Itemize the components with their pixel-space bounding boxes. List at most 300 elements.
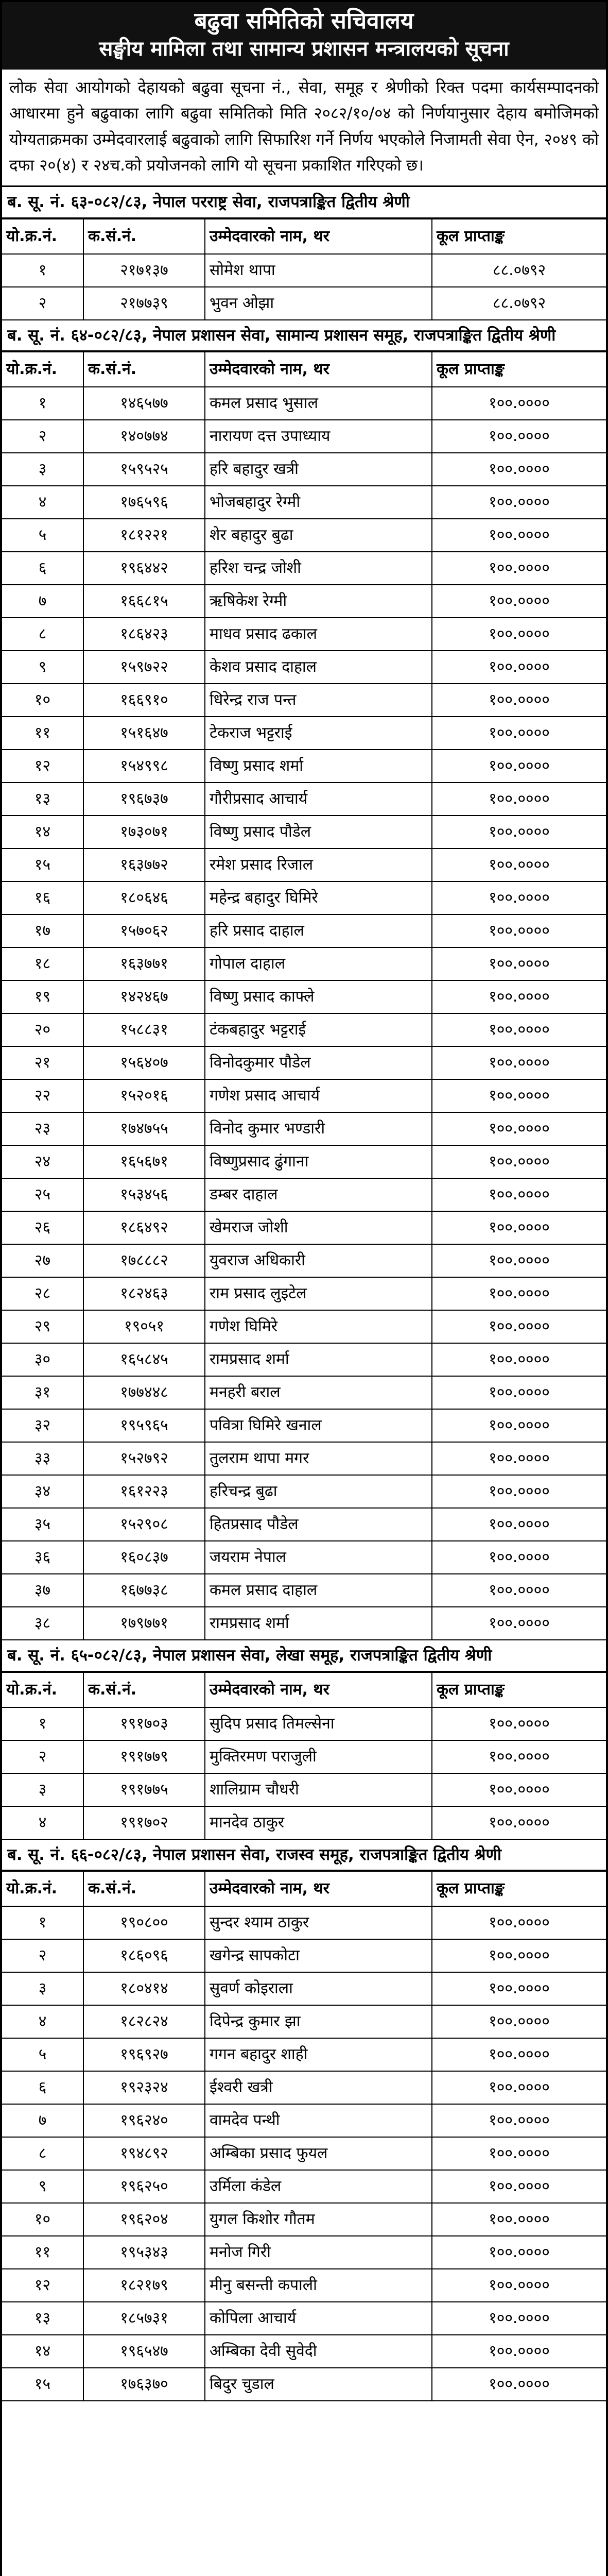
roll-number-cell: १७७४४८ xyxy=(83,1376,205,1409)
candidate-name-cell: दिपेन्द्र कुमार झा xyxy=(205,2005,432,2038)
candidate-name-cell: खगेन्द्र सापकोटा xyxy=(205,1939,432,1972)
total-score-cell: १००.०००० xyxy=(432,2236,606,2269)
roll-number-cell: १५८८३१ xyxy=(83,1013,205,1046)
candidate-name-cell: हरिश चन्द्र जोशी xyxy=(205,552,432,585)
table-header-row xyxy=(2,1672,606,1707)
serial-number-cell: १३ xyxy=(2,783,83,816)
total-score-cell: १००.०००० xyxy=(432,1442,606,1475)
serial-number-cell: २३ xyxy=(2,1112,83,1145)
serial-number-cell: १ xyxy=(2,387,83,420)
roll-number-cell: १५२७९२ xyxy=(83,1442,205,1475)
table-row xyxy=(2,2137,606,2170)
roll-number-cell: १५९५२५ xyxy=(83,453,205,486)
serial-number-cell: २० xyxy=(2,1013,83,1046)
total-score-cell: १००.०००० xyxy=(432,453,606,486)
table-header-row xyxy=(2,352,606,387)
table-row xyxy=(2,1079,606,1112)
roll-number-cell: १८२४६३ xyxy=(83,1277,205,1310)
table-row xyxy=(2,2203,606,2236)
candidate-name-cell: तुलराम थापा मगर xyxy=(205,1442,432,1475)
candidate-name-cell: मनोज गिरी xyxy=(205,2236,432,2269)
serial-number-cell: ३४ xyxy=(2,1475,83,1508)
candidate-name-cell: राम प्रसाद लुइटेल xyxy=(205,1277,432,1310)
serial-number-header: यो.क्र.नं. xyxy=(2,1871,83,1906)
table-row xyxy=(2,1409,606,1442)
roll-number-cell: १४०७७४ xyxy=(83,420,205,453)
roll-number-cell: १६०८३७ xyxy=(83,1541,205,1574)
candidate-name-cell: युगल किशोर गौतम xyxy=(205,2203,432,2236)
serial-number-cell: १९ xyxy=(2,980,83,1013)
section-heading: ब. सू. नं. ६४-०८२/८३, नेपाल प्रशासन सेवा, सामान्य प्रशासन समूह, राजपत्राङ्कित द्वितीय श्रेणी xyxy=(2,320,606,352)
table-row xyxy=(2,1972,606,2005)
total-score-cell: १००.०००० xyxy=(432,2203,606,2236)
table-row xyxy=(2,1806,606,1839)
total-score-cell: १००.०००० xyxy=(432,1541,606,1574)
promotion-section xyxy=(2,1840,606,2402)
serial-number-cell: ५ xyxy=(2,2038,83,2071)
serial-number-cell: २ xyxy=(2,420,83,453)
serial-number-cell: २८ xyxy=(2,1277,83,1310)
total-score-cell: १००.०००० xyxy=(432,1972,606,2005)
candidate-name-cell: विष्णु प्रसाद काफ्ले xyxy=(205,980,432,1013)
candidate-name-cell: उर्मिला कंडेल xyxy=(205,2170,432,2203)
candidate-name-cell: केशव प्रसाद दाहाल xyxy=(205,651,432,684)
candidate-name-cell: गौरीप्रसाद आचार्य xyxy=(205,783,432,816)
roll-number-cell: १९६२४० xyxy=(83,2104,205,2137)
notice-subtitle: सङ्घीय मामिला तथा सामान्य प्रशासन मन्त्रालयको सूचना xyxy=(99,37,509,61)
candidate-name-cell: सुदिप प्रसाद तिमल्सेना xyxy=(205,1707,432,1740)
serial-number-cell: ३३ xyxy=(2,1442,83,1475)
serial-number-cell: १४ xyxy=(2,816,83,849)
roll-number-cell: १५१६४७ xyxy=(83,717,205,750)
table-row xyxy=(2,651,606,684)
table-row xyxy=(2,783,606,816)
table-row xyxy=(2,486,606,519)
serial-number-cell: २ xyxy=(2,1939,83,1972)
total-score-cell: १००.०००० xyxy=(432,552,606,585)
table-row xyxy=(2,2038,606,2071)
roll-number-cell: १९५३४३ xyxy=(83,2236,205,2269)
total-score-cell: १००.०००० xyxy=(432,717,606,750)
roll-number-cell: १७८८८२ xyxy=(83,1244,205,1277)
table-row xyxy=(2,1178,606,1211)
candidate-table xyxy=(2,351,606,1640)
roll-number-cell: १६६९१० xyxy=(83,684,205,717)
serial-number-cell: ४ xyxy=(2,486,83,519)
total-score-header: कूल प्राप्ताङ्क xyxy=(432,352,606,387)
serial-number-cell: ११ xyxy=(2,2236,83,2269)
total-score-cell: १००.०००० xyxy=(432,1343,606,1376)
total-score-header: कूल प्राप्ताङ्क xyxy=(432,219,606,254)
section-heading: ब. सू. नं. ६३-०८२/८३, नेपाल परराष्ट्र सेवा, राजपत्राङ्कित द्वितीय श्रेणी xyxy=(2,187,606,218)
candidate-name-cell: टंकबहादुर भट्टराई xyxy=(205,1013,432,1046)
roll-number-cell: १५७०६२ xyxy=(83,914,205,947)
total-score-cell: १००.०००० xyxy=(432,1607,606,1640)
candidate-table xyxy=(2,1672,606,1840)
roll-number-cell: १४२४६७ xyxy=(83,980,205,1013)
roll-number-cell: १६७७३८ xyxy=(83,1574,205,1607)
roll-number-cell: १८६०९६ xyxy=(83,1939,205,1972)
serial-number-cell: ३७ xyxy=(2,1574,83,1607)
total-score-cell: १००.०००० xyxy=(432,519,606,552)
roll-number-cell: १९०५१ xyxy=(83,1310,205,1343)
total-score-cell: १००.०००० xyxy=(432,1508,606,1541)
total-score-cell: १००.०००० xyxy=(432,816,606,849)
roll-number-cell: १८६४२३ xyxy=(83,618,205,651)
table-row xyxy=(2,1013,606,1046)
promotion-sections xyxy=(2,187,606,2401)
total-score-cell: १००.०००० xyxy=(432,585,606,618)
table-row xyxy=(2,684,606,717)
table-row xyxy=(2,1343,606,1376)
roll-number-cell: १९४८९२ xyxy=(83,2137,205,2170)
table-row xyxy=(2,914,606,947)
total-score-cell: १००.०००० xyxy=(432,882,606,914)
promotion-section xyxy=(2,187,606,320)
roll-number-cell: १७३०७१ xyxy=(83,816,205,849)
table-row xyxy=(2,552,606,585)
serial-number-cell: ६ xyxy=(2,552,83,585)
table-row xyxy=(2,750,606,783)
serial-number-cell: २७ xyxy=(2,1244,83,1277)
serial-number-cell: ७ xyxy=(2,2104,83,2137)
total-score-cell: १००.०००० xyxy=(432,651,606,684)
total-score-cell: १००.०००० xyxy=(432,2137,606,2170)
serial-number-cell: २१ xyxy=(2,1046,83,1079)
roll-number-cell: १७६५९६ xyxy=(83,486,205,519)
roll-number-cell: १८०६४६ xyxy=(83,882,205,914)
total-score-cell: १००.०००० xyxy=(432,1310,606,1343)
total-score-cell: १००.०००० xyxy=(432,1475,606,1508)
total-score-cell: १००.०००० xyxy=(432,1211,606,1244)
total-score-cell: १००.०००० xyxy=(432,849,606,882)
candidate-name-cell: खेमराज जोशी xyxy=(205,1211,432,1244)
candidate-name-cell: वामदेव पन्थी xyxy=(205,2104,432,2137)
total-score-cell: १००.०००० xyxy=(432,2302,606,2335)
serial-number-cell: ४ xyxy=(2,1806,83,1839)
table-row xyxy=(2,1906,606,1939)
roll-number-cell: १८५७३१ xyxy=(83,2302,205,2335)
candidate-table xyxy=(2,218,606,320)
total-score-cell: १००.०००० xyxy=(432,2170,606,2203)
roll-number-cell: १५२९०८ xyxy=(83,1508,205,1541)
candidate-name-cell: गोपाल दाहाल xyxy=(205,947,432,980)
total-score-cell: १००.०००० xyxy=(432,1707,606,1740)
serial-number-cell: ८ xyxy=(2,618,83,651)
serial-number-cell: ३८ xyxy=(2,1607,83,1640)
table-row xyxy=(2,2104,606,2137)
serial-number-cell: ९ xyxy=(2,2170,83,2203)
serial-number-header: यो.क्र.नं. xyxy=(2,1672,83,1707)
candidate-name-cell: विनोदकुमार पौडेल xyxy=(205,1046,432,1079)
candidate-name-cell: अम्बिका देवी सुवेदी xyxy=(205,2335,432,2368)
candidate-name-cell: नारायण दत्त उपाध्याय xyxy=(205,420,432,453)
roll-number-cell: १९६७३७ xyxy=(83,783,205,816)
candidate-name-cell: सुवर्ण कोइराला xyxy=(205,1972,432,2005)
serial-number-cell: २४ xyxy=(2,1145,83,1178)
table-row xyxy=(2,1310,606,1343)
serial-number-header: यो.क्र.नं. xyxy=(2,352,83,387)
table-row xyxy=(2,1773,606,1806)
serial-number-cell: १८ xyxy=(2,947,83,980)
candidate-name-cell: हितप्रसाद पौडेल xyxy=(205,1508,432,1541)
notice-intro-paragraph: लोक सेवा आयोगको देहायको बढुवा सूचना नं., सेवा, समूह र श्रेणीको रिक्त पदमा कार्यसम्पादनको आधारमा हुने बढुवाका लागि बढुवा समितिको मिति २०८२/१०/०४ को निर्णयानुसार देहाय बमोजिमको योग्यताक्रमका उम्मेदवारलाई बढुवाको लागि सिफारिश गर्ने निर्णय भएकोले निजामती सेवा ऐन, २०४९ को दफा २०(४) र २४च.को प्रयोजनको लागि यो सूचना प्रकाशित गरिएको छ। xyxy=(2,70,606,187)
roll-number-cell: १७९७७१ xyxy=(83,1607,205,1640)
table-row xyxy=(2,1046,606,1079)
serial-number-cell: ६ xyxy=(2,2071,83,2104)
roll-number-cell: १९१७०२ xyxy=(83,1806,205,1839)
serial-number-cell: १० xyxy=(2,684,83,717)
candidate-name-cell: विष्णुप्रसाद ढुंगाना xyxy=(205,1145,432,1178)
serial-number-cell: २९ xyxy=(2,1310,83,1343)
serial-number-cell: १० xyxy=(2,2203,83,2236)
roll-number-cell: १९२३२४ xyxy=(83,2071,205,2104)
serial-number-cell: १२ xyxy=(2,750,83,783)
candidate-name-header: उम्मेदवारको नाम, थर xyxy=(205,1672,432,1707)
serial-number-cell: ३६ xyxy=(2,1541,83,1574)
candidate-name-cell: विष्णु प्रसाद शर्मा xyxy=(205,750,432,783)
total-score-cell: १००.०००० xyxy=(432,1376,606,1409)
serial-number-cell: ३० xyxy=(2,1343,83,1376)
notice-title: बढुवा समितिको सचिवालय xyxy=(194,8,414,34)
candidate-name-cell: मुक्तिरमण पराजुली xyxy=(205,1740,432,1773)
serial-number-cell: २ xyxy=(2,287,83,320)
total-score-cell: १००.०००० xyxy=(432,914,606,947)
serial-number-cell: २५ xyxy=(2,1178,83,1211)
roll-number-cell: १८२८२४ xyxy=(83,2005,205,2038)
table-row xyxy=(2,2236,606,2269)
table-row xyxy=(2,1707,606,1740)
serial-number-cell: ३१ xyxy=(2,1376,83,1409)
table-row xyxy=(2,387,606,420)
roll-number-cell: १९६२०४ xyxy=(83,2203,205,2236)
table-row xyxy=(2,287,606,320)
candidate-name-cell: जयराम नेपाल xyxy=(205,1541,432,1574)
table-row xyxy=(2,453,606,486)
total-score-cell: १००.०००० xyxy=(432,2104,606,2137)
total-score-cell: १००.०००० xyxy=(432,2071,606,2104)
roll-number-cell: २१७१३७ xyxy=(83,254,205,287)
table-row xyxy=(2,1211,606,1244)
roll-number-cell: १६३७७१ xyxy=(83,947,205,980)
roll-number-cell: १५३४५६ xyxy=(83,1178,205,1211)
total-score-cell: १००.०००० xyxy=(432,684,606,717)
total-score-cell: १००.०००० xyxy=(432,618,606,651)
candidate-table xyxy=(2,1871,606,2401)
candidate-name-cell: गणेश घिमिरे xyxy=(205,1310,432,1343)
total-score-cell: १००.०००० xyxy=(432,2005,606,2038)
roll-number-cell: १५६४०७ xyxy=(83,1046,205,1079)
table-row xyxy=(2,519,606,552)
roll-number-cell: १५४९९८ xyxy=(83,750,205,783)
serial-number-cell: ३ xyxy=(2,1972,83,2005)
roll-number-cell: १९१७७९ xyxy=(83,1740,205,1773)
roll-number-header: क.सं.नं. xyxy=(83,352,205,387)
candidate-name-cell: कमल प्रसाद दाहाल xyxy=(205,1574,432,1607)
roll-number-cell: १९०८०० xyxy=(83,1906,205,1939)
roll-number-cell: १६५६७१ xyxy=(83,1145,205,1178)
table-row xyxy=(2,1145,606,1178)
roll-number-cell: १९६२५० xyxy=(83,2170,205,2203)
total-score-cell: १००.०००० xyxy=(432,1906,606,1939)
table-row xyxy=(2,1607,606,1640)
roll-number-cell: १८०४१४ xyxy=(83,1972,205,2005)
table-row xyxy=(2,2269,606,2302)
serial-number-cell: २ xyxy=(2,1740,83,1773)
serial-number-cell: ३२ xyxy=(2,1409,83,1442)
total-score-cell: ८८.०७९२ xyxy=(432,254,606,287)
roll-number-cell: २१७७३९ xyxy=(83,287,205,320)
candidate-name-cell: रामप्रसाद शर्मा xyxy=(205,1343,432,1376)
total-score-cell: १००.०००० xyxy=(432,1046,606,1079)
total-score-cell: १००.०००० xyxy=(432,2368,606,2401)
candidate-name-cell: कमल प्रसाद भुसाल xyxy=(205,387,432,420)
candidate-name-cell: शेर बहादुर बुढा xyxy=(205,519,432,552)
total-score-cell: १००.०००० xyxy=(432,1939,606,1972)
total-score-cell: १००.०००० xyxy=(432,783,606,816)
total-score-cell: ८८.०७९२ xyxy=(432,287,606,320)
candidate-name-cell: भुवन ओझा xyxy=(205,287,432,320)
roll-number-cell: १७४७५५ xyxy=(83,1112,205,1145)
candidate-name-cell: पवित्रा घिमिरे खनाल xyxy=(205,1409,432,1442)
serial-number-cell: १६ xyxy=(2,882,83,914)
total-score-cell: १००.०००० xyxy=(432,2269,606,2302)
total-score-header: कूल प्राप्ताङ्क xyxy=(432,1672,606,1707)
table-header-row xyxy=(2,219,606,254)
candidate-name-cell: मीनु बसन्ती कपाली xyxy=(205,2269,432,2302)
total-score-cell: १००.०००० xyxy=(432,1145,606,1178)
serial-number-cell: ३ xyxy=(2,1773,83,1806)
roll-number-header: क.सं.नं. xyxy=(83,1672,205,1707)
candidate-name-cell: अम्बिका प्रसाद फुयल xyxy=(205,2137,432,2170)
candidate-name-cell: हरि बहादुर खत्री xyxy=(205,453,432,486)
table-row xyxy=(2,1740,606,1773)
total-score-cell: १००.०००० xyxy=(432,1079,606,1112)
serial-number-cell: २६ xyxy=(2,1211,83,1244)
promotion-section xyxy=(2,1640,606,1840)
table-row xyxy=(2,1939,606,1972)
total-score-cell: १००.०००० xyxy=(432,1773,606,1806)
candidate-name-cell: माधव प्रसाद ढकाल xyxy=(205,618,432,651)
table-row xyxy=(2,1475,606,1508)
roll-number-cell: १९१७७५ xyxy=(83,1773,205,1806)
roll-number-cell: १५२०१६ xyxy=(83,1079,205,1112)
candidate-name-cell: हरि प्रसाद दाहाल xyxy=(205,914,432,947)
roll-number-cell: १९६९२७ xyxy=(83,2038,205,2071)
table-row xyxy=(2,816,606,849)
candidate-name-cell: गगन बहादुर शाही xyxy=(205,2038,432,2071)
roll-number-cell: १६१२२३ xyxy=(83,1475,205,1508)
candidate-name-header: उम्मेदवारको नाम, थर xyxy=(205,219,432,254)
table-row xyxy=(2,2302,606,2335)
serial-number-cell: १ xyxy=(2,254,83,287)
total-score-cell: १००.०००० xyxy=(432,1244,606,1277)
serial-number-cell: ११ xyxy=(2,717,83,750)
roll-number-cell: १८१२२१ xyxy=(83,519,205,552)
table-row xyxy=(2,1376,606,1409)
serial-number-cell: ४ xyxy=(2,2005,83,2038)
serial-number-cell: १२ xyxy=(2,2269,83,2302)
candidate-name-cell: युवराज अधिकारी xyxy=(205,1244,432,1277)
total-score-cell: १००.०००० xyxy=(432,387,606,420)
roll-number-header: क.सं.नं. xyxy=(83,1871,205,1906)
serial-number-cell: ९ xyxy=(2,651,83,684)
table-row xyxy=(2,1244,606,1277)
candidate-name-cell: शालिग्राम चौधरी xyxy=(205,1773,432,1806)
candidate-name-cell: विष्णु प्रसाद पौडेल xyxy=(205,816,432,849)
roll-number-header: क.सं.नं. xyxy=(83,219,205,254)
table-row xyxy=(2,947,606,980)
roll-number-cell: १६३७७२ xyxy=(83,849,205,882)
total-score-cell: १००.०००० xyxy=(432,1112,606,1145)
roll-number-cell: १८६४९२ xyxy=(83,1211,205,1244)
notice-header xyxy=(2,2,606,70)
candidate-name-cell: कोपिला आचार्य xyxy=(205,2302,432,2335)
table-row xyxy=(2,1574,606,1607)
candidate-name-cell: भोजबहादुर रेग्मी xyxy=(205,486,432,519)
table-row xyxy=(2,849,606,882)
table-row xyxy=(2,1442,606,1475)
candidate-name-header: उम्मेदवारको नाम, थर xyxy=(205,352,432,387)
total-score-cell: १००.०००० xyxy=(432,750,606,783)
table-row xyxy=(2,1112,606,1145)
table-row xyxy=(2,2071,606,2104)
total-score-header: कूल प्राप्ताङ्क xyxy=(432,1871,606,1906)
serial-number-cell: ३ xyxy=(2,453,83,486)
table-row xyxy=(2,1541,606,1574)
table-row xyxy=(2,980,606,1013)
table-row xyxy=(2,1508,606,1541)
serial-number-cell: १३ xyxy=(2,2302,83,2335)
serial-number-cell: ५ xyxy=(2,519,83,552)
table-row xyxy=(2,2005,606,2038)
roll-number-cell: १५९७२२ xyxy=(83,651,205,684)
serial-number-cell: १५ xyxy=(2,2368,83,2401)
table-row xyxy=(2,2335,606,2368)
candidate-name-cell: गणेश प्रसाद आचार्य xyxy=(205,1079,432,1112)
total-score-cell: १००.०००० xyxy=(432,2038,606,2071)
section-heading: ब. सू. नं. ६६-०८२/८३, नेपाल प्रशासन सेवा, राजस्व समूह, राजपत्राङ्कित द्वितीय श्रेणी xyxy=(2,1840,606,1871)
candidate-name-cell: ऋषिकेश रेग्मी xyxy=(205,585,432,618)
candidate-name-cell: मानदेव ठाकुर xyxy=(205,1806,432,1839)
serial-number-cell: ३५ xyxy=(2,1508,83,1541)
serial-number-cell: १७ xyxy=(2,914,83,947)
total-score-cell: १००.०००० xyxy=(432,1740,606,1773)
roll-number-cell: १७६३७० xyxy=(83,2368,205,2401)
roll-number-cell: १९१७०३ xyxy=(83,1707,205,1740)
candidate-name-cell: रमेश प्रसाद रिजाल xyxy=(205,849,432,882)
promotion-section xyxy=(2,320,606,1641)
total-score-cell: १००.०००० xyxy=(432,1277,606,1310)
table-row xyxy=(2,2170,606,2203)
candidate-name-header: उम्मेदवारको नाम, थर xyxy=(205,1871,432,1906)
serial-number-cell: ८ xyxy=(2,2137,83,2170)
serial-number-header: यो.क्र.नं. xyxy=(2,219,83,254)
total-score-cell: १००.०००० xyxy=(432,947,606,980)
total-score-cell: १००.०००० xyxy=(432,1574,606,1607)
candidate-name-cell: सुन्दर श्याम ठाकुर xyxy=(205,1906,432,1939)
total-score-cell: १००.०००० xyxy=(432,1178,606,1211)
candidate-name-cell: टेकराज भट्टराई xyxy=(205,717,432,750)
serial-number-cell: ७ xyxy=(2,585,83,618)
total-score-cell: १००.०००० xyxy=(432,1013,606,1046)
candidate-name-cell: महेन्द्र बहादुर घिमिरे xyxy=(205,882,432,914)
table-row xyxy=(2,2368,606,2401)
total-score-cell: १००.०००० xyxy=(432,980,606,1013)
roll-number-cell: १८२१७९ xyxy=(83,2269,205,2302)
serial-number-cell: १५ xyxy=(2,849,83,882)
roll-number-cell: १६५८४५ xyxy=(83,1343,205,1376)
